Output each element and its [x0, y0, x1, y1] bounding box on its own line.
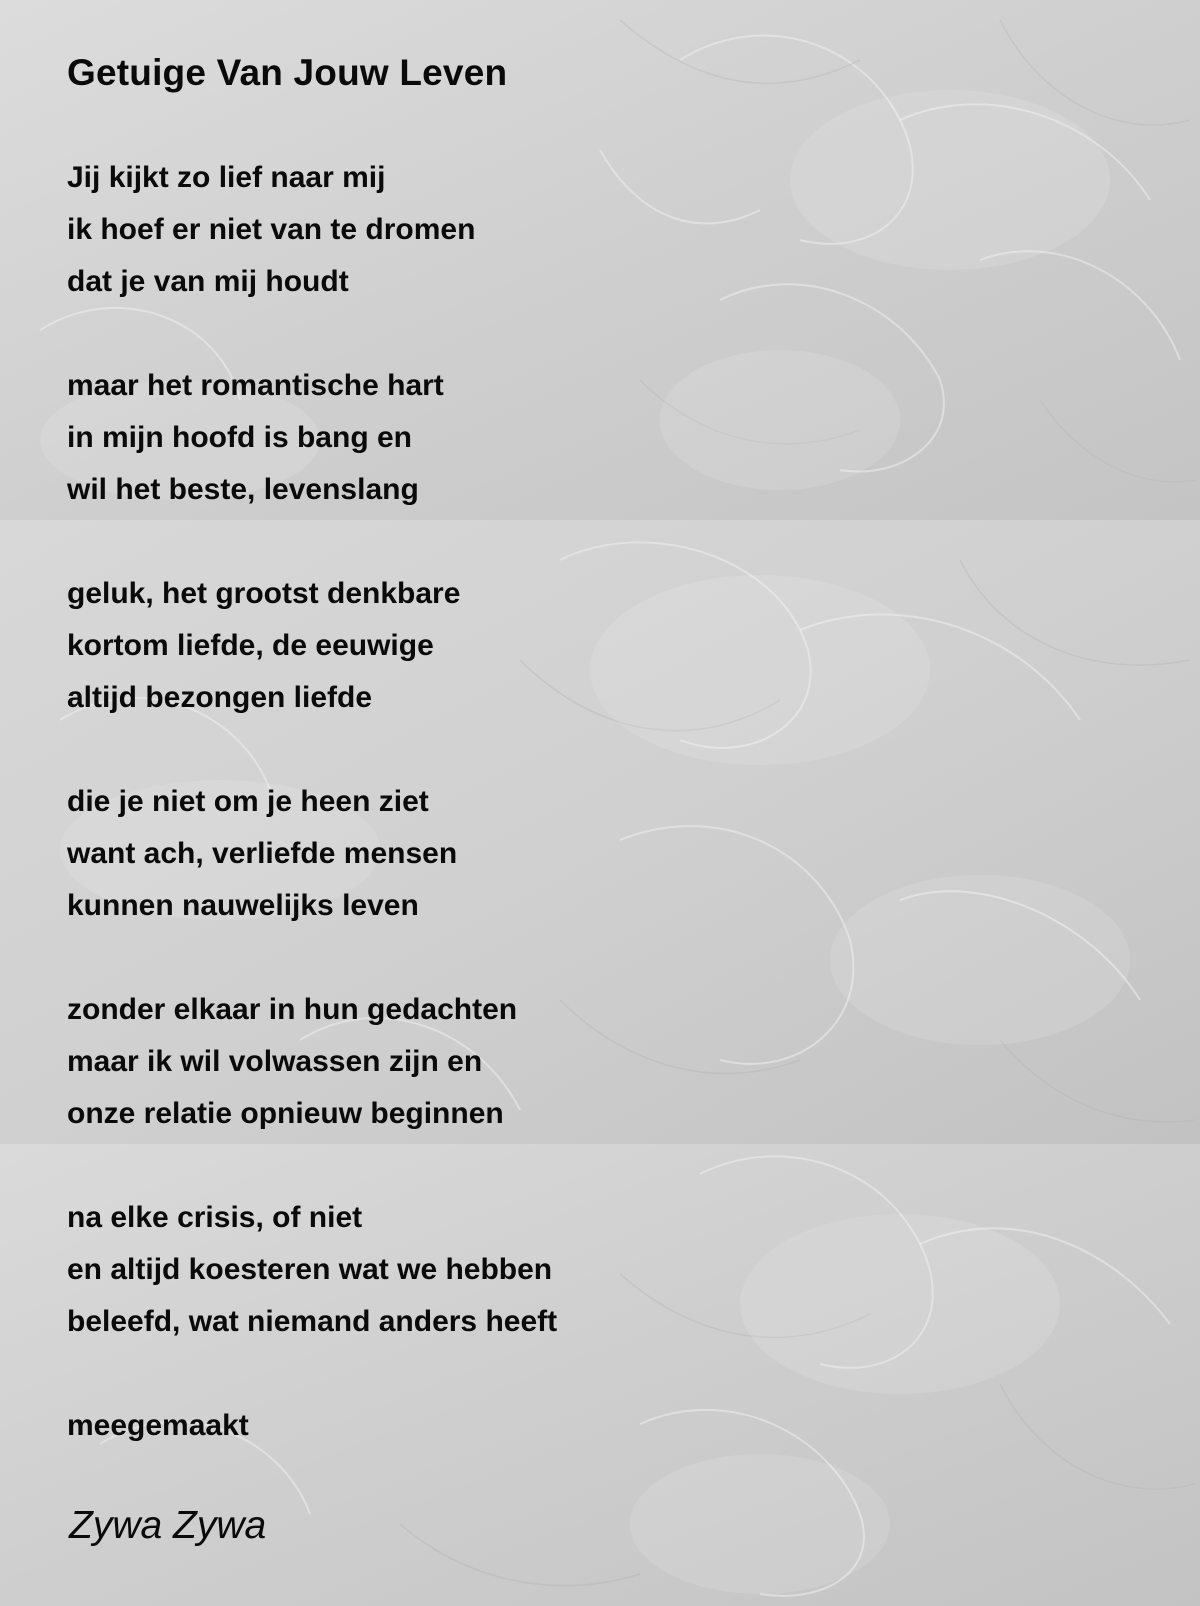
poem-line: zonder elkaar in hun gedachten	[67, 993, 518, 1026]
stanza	[67, 360, 967, 516]
poem-title: Getuige Van Jouw Leven	[67, 52, 508, 93]
poem-line: beleefd, wat niemand anders heeft	[67, 1305, 558, 1338]
poem-body	[67, 152, 967, 1504]
stanza	[67, 152, 967, 308]
poem-line: maar het romantische hart	[67, 369, 444, 402]
poem-line: altijd bezongen liefde	[67, 681, 373, 714]
poem-line: die je niet om je heen ziet	[67, 785, 429, 818]
poem-line: na elke crisis, of niet	[67, 1201, 363, 1234]
poem-line: meegemaakt	[67, 1409, 249, 1442]
stanza	[67, 568, 967, 724]
poem-line: geluk, het grootst denkbare	[67, 577, 461, 610]
poem-line: en altijd koesteren wat we hebben	[67, 1253, 553, 1286]
stanza	[67, 984, 967, 1140]
poem-line: want ach, verliefde mensen	[67, 837, 458, 870]
poem-line: kunnen nauwelijks leven	[67, 889, 419, 922]
poem-line: in mijn hoofd is bang en	[67, 421, 412, 454]
stanza	[67, 776, 967, 932]
poem-line: kortom liefde, de eeuwige	[67, 629, 434, 662]
poem-line: dat je van mij houdt	[67, 265, 349, 298]
poem-line: maar ik wil volwassen zijn en	[67, 1045, 483, 1078]
stanza	[67, 1192, 967, 1348]
poem-author: Zywa Zywa	[69, 1504, 267, 1547]
poem-line: wil het beste, levenslang	[67, 473, 419, 506]
stanza	[67, 1400, 967, 1452]
poem-line: ik hoef er niet van te dromen	[67, 213, 476, 246]
poem-line: onze relatie opnieuw beginnen	[67, 1097, 504, 1130]
poem-line: Jij kijkt zo lief naar mij	[67, 161, 386, 194]
